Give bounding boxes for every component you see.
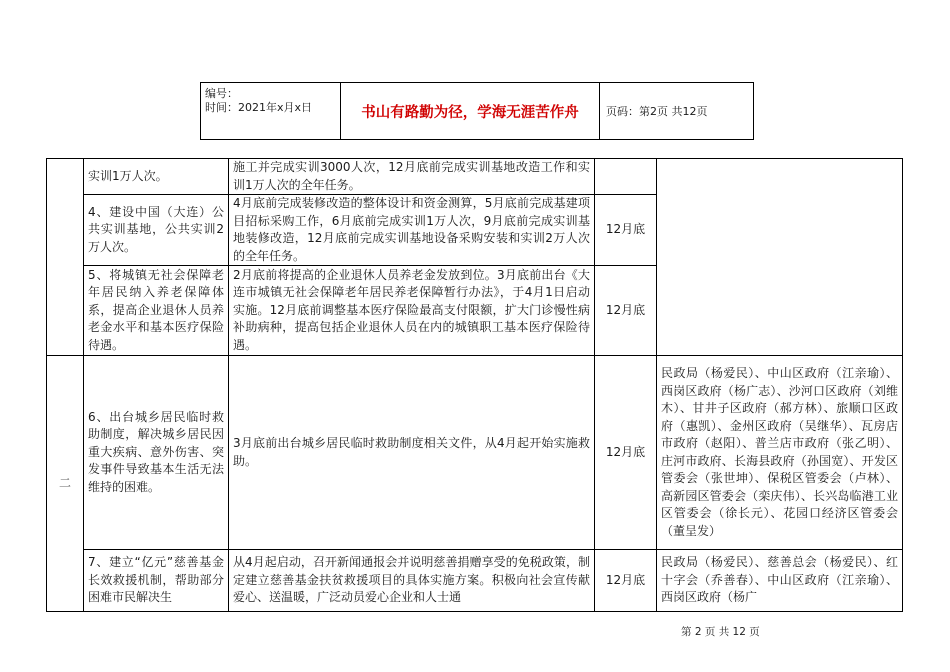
header-page-label: 页码：第2页 共12页 xyxy=(606,105,708,118)
deadline-cell xyxy=(595,159,657,195)
table-row xyxy=(47,550,903,612)
detail-cell: 施工并完成实训3000人次，12月底前完成实训基地改造工作和实训1万人次的全年任务。 xyxy=(229,159,595,195)
deadline-cell: 12月底 xyxy=(595,356,657,550)
responsible-cell: 民政局（杨爱民）、中山区政府（江亲瑜）、西岗区政府（杨广志）、沙河口区政府（刘维木）、甘井子区政府（郝方林）、旅顺口区政府（惠凯）、金州区政府（吴继华）、瓦房店市政府（赵阳）、普兰店市政府（张乙明）、庄河市政府、长海县政府（孙国宽）、开发区管委会（张世坤）、保税区管委会（卢林）、高新园区管委会（栾庆伟）、长兴岛临港工业区管委会（徐长元）、花园口经济区管委会（董呈发） xyxy=(657,356,903,550)
task-cell: 7、建立“亿元”慈善基金长效救援机制，帮助部分困难市民解决生 xyxy=(84,550,229,612)
detail-cell: 从4月起启动，召开新闻通报会并说明慈善捐赠享受的免税政策，制定建立慈善基金扶贫救援项目的具体实施方案。积极向社会宣传献爱心、送温暖，广泛动员爱心企业和人士通 xyxy=(229,550,595,612)
section-number-cell: 二 xyxy=(47,356,84,612)
header-motto: 书山有路勤为径，学海无涯苦作舟 xyxy=(341,83,600,139)
task-cell: 4、建设中国（大连）公共实训基地，公共实训2万人次。 xyxy=(84,195,229,266)
header-id-label: 编号： xyxy=(205,87,238,100)
table-row xyxy=(47,356,903,550)
deadline-cell: 12月底 xyxy=(595,195,657,266)
header-meta xyxy=(201,83,341,139)
header-time-label: 时间：2021年x月x日 xyxy=(205,101,313,114)
task-cell: 6、出台城乡居民临时救助制度，解决城乡居民因重大疾病、意外伤害、突发事件导致基本生活无法维持的困难。 xyxy=(84,356,229,550)
responsible-cell: 民政局（杨爱民）、慈善总会（杨爱民）、红十字会（乔善春）、中山区政府（江亲瑜）、西岗区政府（杨广 xyxy=(657,550,903,612)
document-header xyxy=(200,82,754,140)
detail-cell: 3月底前出台城乡居民临时救助制度相关文件，从4月起开始实施救助。 xyxy=(229,356,595,550)
deadline-cell: 12月底 xyxy=(595,266,657,356)
task-table xyxy=(46,158,903,612)
page-footer: 第 2 页 共 12 页 xyxy=(681,626,760,638)
detail-cell: 4月底前完成装修改造的整体设计和资金测算，5月底前完成基建项目招标采购工作，6月底前完成实训1万人次，9月底前完成实训基地装修改造，12月底前完成实训基地设备采购安装和实训2万人次的全年任务。 xyxy=(229,195,595,266)
table-row xyxy=(47,159,903,195)
deadline-cell: 12月底 xyxy=(595,550,657,612)
task-cell: 实训1万人次。 xyxy=(84,159,229,195)
section-number-cell xyxy=(47,159,84,356)
task-cell: 5、将城镇无社会保障老年居民纳入养老保障体系，提高企业退休人员养老金水平和基本医疗保险待遇。 xyxy=(84,266,229,356)
responsible-cell xyxy=(657,159,903,356)
detail-cell: 2月底前将提高的企业退休人员养老金发放到位。3月底前出台《大连市城镇无社会保障老年居民养老保障暂行办法》，于4月1日启动实施。12月底前调整基本医疗保险最高支付限额，扩大门诊慢性病补助病种，提高包括企业退休人员在内的城镇职工基本医疗保险待遇。 xyxy=(229,266,595,356)
